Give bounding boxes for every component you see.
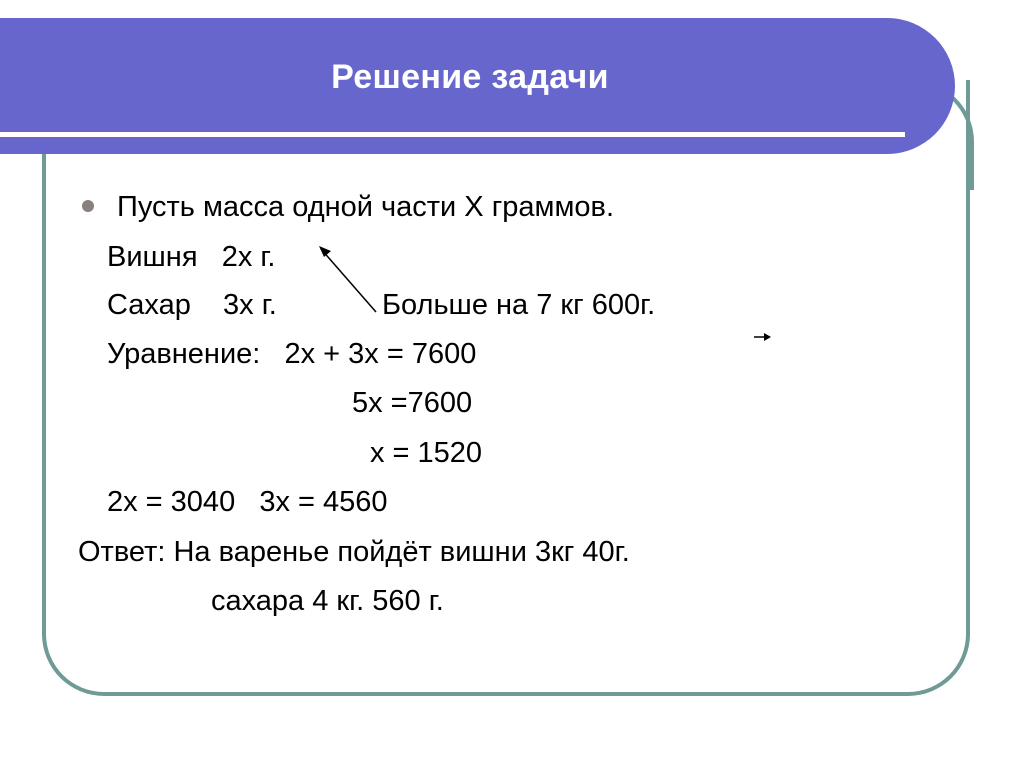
- text-line-step2: х = 1520: [370, 437, 483, 469]
- bullet-icon: [82, 200, 94, 212]
- text-line-answer-sugar: сахара 4 кг. 560 г.: [211, 585, 444, 617]
- text-line-intro: Пусть масса одной части Х граммов.: [117, 191, 615, 223]
- text-line-step1: 5х =7600: [352, 387, 473, 419]
- text-line-difference: Больше на 7 кг 600г.: [382, 289, 656, 321]
- text-line-answer: Ответ: На варенье пойдёт вишни 3кг 40г.: [78, 536, 630, 568]
- text-line-equation: Уравнение: 2х + 3х = 7600: [107, 338, 477, 370]
- title-underline: [0, 132, 905, 137]
- content-frame: [42, 80, 970, 696]
- text-line-results: 2х = 3040 3х = 4560: [107, 486, 388, 518]
- slide-title: Решение задачи: [331, 58, 609, 96]
- text-line-cherry: Вишня 2х г.: [107, 241, 276, 273]
- text-line-sugar: Сахар 3х г.: [107, 289, 277, 321]
